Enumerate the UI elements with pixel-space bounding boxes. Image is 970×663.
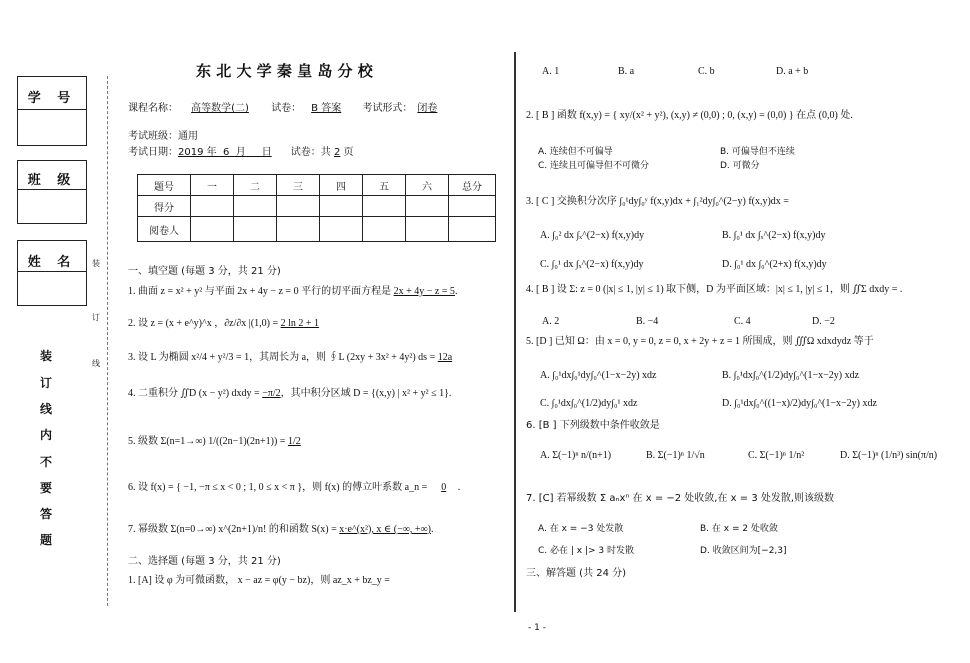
choice-1-option: A. 1 (542, 66, 560, 77)
notice-char: 线 (40, 402, 53, 416)
date-prefix: 考试日期： (128, 147, 178, 158)
pages-prefix: 试卷：共 (290, 147, 334, 158)
column-divider (514, 52, 516, 612)
score-cell[interactable] (191, 196, 234, 217)
score-cell[interactable] (449, 196, 496, 217)
exam-form: 闭卷 (417, 103, 438, 114)
question-6: 6. 设 f(x) = { −1, −π ≤ x < 0 ; 1, 0 ≤ x < π }，则 f(x) 的傅立叶系数 a_n = 0 . (128, 482, 461, 493)
score-header-cell: 总分 (449, 175, 496, 196)
score-header-cell: 六 (406, 175, 449, 196)
choice-6-option: C. Σ(−1)ⁿ 1/n² (748, 450, 805, 461)
grader-cell[interactable] (406, 217, 449, 242)
grader-cell[interactable] (277, 217, 320, 242)
choice-6-option: D. Σ(−1)ⁿ (1/n³) sin(π/n) (840, 450, 938, 461)
answer: 2x + 4y − z = 5 (393, 286, 455, 297)
grader-cell[interactable] (234, 217, 277, 242)
choice-4-option: A. 2 (542, 316, 560, 327)
score-cell[interactable] (320, 196, 363, 217)
choice-2-option: D. 可微分 (720, 161, 760, 171)
choice-3-option: C. ∫₀¹ dx ∫ₓ^(2−x) f(x,y)dy (540, 259, 644, 270)
score-table (137, 174, 496, 242)
section-fill-blank: 一、填空题 (每题 3 分，共 21 分) (128, 266, 281, 277)
choice-5-option: A. ∫₀¹dx∫₀¹dy∫₀^(1−x−2y) xdz (540, 370, 657, 381)
notice-char: 题 (40, 533, 53, 547)
grader-row (138, 217, 496, 242)
answer: x·e^(x²), x ∈ (−∞, +∞) (339, 524, 431, 535)
choice-1-option: B. a (618, 66, 635, 77)
score-header-cell: 二 (234, 175, 277, 196)
choice-6-option: B. Σ(−1)ⁿ 1/√n (646, 450, 705, 461)
choice-3-option: D. ∫₀¹ dx ∫₀^(2+x) f(x,y)dy (722, 259, 827, 270)
score-header-cell: 题号 (138, 175, 191, 196)
choice-2-option: A. 连续但不可偏导 (538, 147, 613, 157)
question-text: 4. 二重积分 ∬D (x − y²) dxdy = (128, 388, 260, 399)
choice-7-option: C. 必在 | x |> 3 时发散 (538, 546, 634, 556)
choice-7-option: A. 在 x = −3 处发散 (538, 524, 624, 534)
choice-6-option: A. Σ(−1)ⁿ n/(n+1) (540, 450, 612, 461)
exam-class: 考试班级：通用 (128, 131, 198, 142)
notice-char: 订 (40, 376, 53, 390)
choice-2-option: C. 连续且可偏导但不可微分 (538, 161, 650, 171)
choice-7-option: D. 收敛区间为[−2,3] (700, 546, 787, 556)
question-text: 2. 设 z = (x + e^y)^x ，∂z/∂x |(1,0) = (128, 318, 279, 329)
choice-4-option: B. −4 (636, 316, 659, 327)
answer: 2 ln 2 + 1 (280, 318, 320, 329)
choice-5: 5. [D ] 已知 Ω：由 x = 0, y = 0, z = 0, x + 2y + z = 1 所围成，则 ∭Ω xdxdydz 等于 (526, 336, 874, 347)
page-title: 东 北 大 学 秦 皇 岛 分 校 (196, 62, 373, 80)
pages-value: 2 (333, 147, 341, 158)
form-prefix: 考试形式： (362, 103, 413, 114)
binding-mark: 订 (92, 313, 100, 322)
question-text: 7. 幂级数 Σ(n=0→∞) x^(2n+1)/n! 的和函数 S(x) = (128, 524, 337, 535)
question-tail: ，其中积分区域 D = {(x,y) | x² + y² ≤ 1}. (280, 388, 452, 399)
question-text: 6. 设 f(x) = { −1, −π ≤ x < 0 ; 1, 0 ≤ x < π }，则 f(x) 的傅立叶系数 a_n = (128, 482, 428, 493)
choice-4-option: D. −2 (812, 316, 835, 327)
score-cell[interactable] (277, 196, 320, 217)
section-choice: 二、选择题 (每题 3 分，共 21 分) (128, 556, 281, 567)
answer: 0 (441, 482, 447, 493)
pages-suffix: 页 (340, 147, 354, 158)
choice-5-option: C. ∫₀¹dx∫₀^(1/2)dy∫₀¹ xdz (540, 398, 638, 409)
question-2 (128, 318, 319, 330)
question-3 (128, 352, 452, 364)
student-id-box (17, 76, 87, 146)
score-row (138, 196, 496, 217)
choice-1-option: D. a + b (776, 66, 809, 77)
exam-date: 2019 年 6 月 日 (178, 147, 272, 158)
binding-mark: 装 (92, 259, 100, 268)
question-text: 3. 设 L 为椭圆 x²/4 + y²/3 = 1，其周长为 a，则 ∮L (2xy + 3x² + 4y²) ds = (128, 352, 436, 363)
student-id-label: 学 号 (27, 91, 77, 106)
question-1: 1. 曲面 z = x² + y² 与平面 2x + 4y − z = 0 平行的切平面方程是 2x + 4y − z = 5. (128, 286, 458, 297)
answer: −π/2 (262, 388, 281, 399)
page-number: - 1 - (528, 623, 546, 633)
score-row-label: 得分 (138, 196, 191, 217)
score-header-cell: 一 (191, 175, 234, 196)
binding-mark: 线 (92, 359, 100, 368)
notice-char: 要 (40, 481, 53, 495)
grader-row-label: 阅卷人 (138, 217, 191, 242)
paper-prefix: 试卷： (271, 103, 302, 114)
question-5 (128, 436, 301, 448)
name-box (17, 240, 87, 306)
notice-char: 答 (40, 507, 53, 521)
choice-3-option: A. ∫₀² dx ∫ₓ^(2−x) f(x,y)dy (540, 230, 645, 241)
notice-char: 装 (40, 349, 53, 363)
choice-2-option: B. 可偏导但不连续 (720, 147, 795, 157)
grader-cell[interactable] (363, 217, 406, 242)
grader-cell[interactable] (449, 217, 496, 242)
choice-1-option: C. b (698, 66, 715, 77)
score-header-cell: 三 (277, 175, 320, 196)
question-text: 5. 级数 Σ(n=1→∞) 1/((2n−1)(2n+1)) = (128, 436, 286, 447)
notice-char: 内 (40, 428, 53, 442)
choice-6: 6. [B ] 下列级数中条件收敛是 (526, 420, 660, 431)
question-text: 1. 曲面 z = x² + y² 与平面 2x + 4y − z = 0 平行的切平面方程是 (128, 286, 392, 297)
question-4 (128, 388, 451, 400)
question-7: 7. 幂级数 Σ(n=0→∞) x^(2n+1)/n! 的和函数 S(x) = x·e^(x²), x ∈ (−∞, +∞). (128, 524, 434, 535)
score-header-row (138, 175, 496, 196)
choice-2: 2. [ B ] 函数 f(x,y) = { xy/(x² + y²), (x,y) ≠ (0,0) ; 0, (x,y) = (0,0) } 在点 (0,0) 处. (526, 110, 853, 121)
score-cell[interactable] (406, 196, 449, 217)
course-name: 高等数学(二) (191, 103, 249, 114)
class-box (17, 160, 87, 224)
choice-7-option: B. 在 x = 2 处收敛 (700, 524, 778, 534)
choice-3-option: B. ∫₀¹ dx ∫ₓ^(2−x) f(x,y)dy (722, 230, 826, 241)
choice-3: 3. [ C ] 交换积分次序 ∫₀¹dy∫₀ʸ f(x,y)dx + ∫₁²dy∫₀^(2−y) f(x,y)dx = (526, 196, 789, 207)
score-cell[interactable] (234, 196, 277, 217)
choice-1: 1. [A] 设 φ 为可微函数， x − az = φ(y − bz)，则 az_x + bz_y = (128, 575, 390, 586)
course-line (128, 103, 442, 115)
answer: 12a (437, 352, 453, 363)
choice-7: 7. [C] 若幂级数 Σ aₙxⁿ 在 x = −2 处收敛,在 x = 3 处发散,则该级数 (526, 493, 835, 504)
grader-cell[interactable] (320, 217, 363, 242)
answer: 1/2 (287, 436, 301, 447)
score-cell[interactable] (363, 196, 406, 217)
score-header-cell: 四 (320, 175, 363, 196)
name-label: 姓 名 (27, 255, 77, 270)
paper-type: B 答案 (311, 103, 342, 114)
notice-char: 不 (40, 455, 53, 469)
choice-4: 4. [ B ] 设 Σ: z = 0 (|x| ≤ 1, |y| ≤ 1) 取下侧，D 为平面区域：|x| ≤ 1, |y| ≤ 1，则 ∬Σ dxdy = . (526, 284, 903, 295)
choice-4-option: C. 4 (734, 316, 751, 327)
choice-5-option: B. ∫₀¹dx∫₀^(1/2)dy∫₀^(1−x−2y) xdz (722, 370, 860, 381)
score-header-cell: 五 (363, 175, 406, 196)
binding-line (107, 76, 108, 606)
class-label: 班 级 (27, 173, 77, 188)
date-line (128, 147, 354, 159)
grader-cell[interactable] (191, 217, 234, 242)
choice-5-option: D. ∫₀¹dx∫₀^((1−x)/2)dy∫₀^(1−x−2y) xdz (722, 398, 877, 409)
course-prefix: 课程名称： (128, 103, 178, 114)
section-solve: 三、解答题 (共 24 分) (526, 568, 627, 579)
